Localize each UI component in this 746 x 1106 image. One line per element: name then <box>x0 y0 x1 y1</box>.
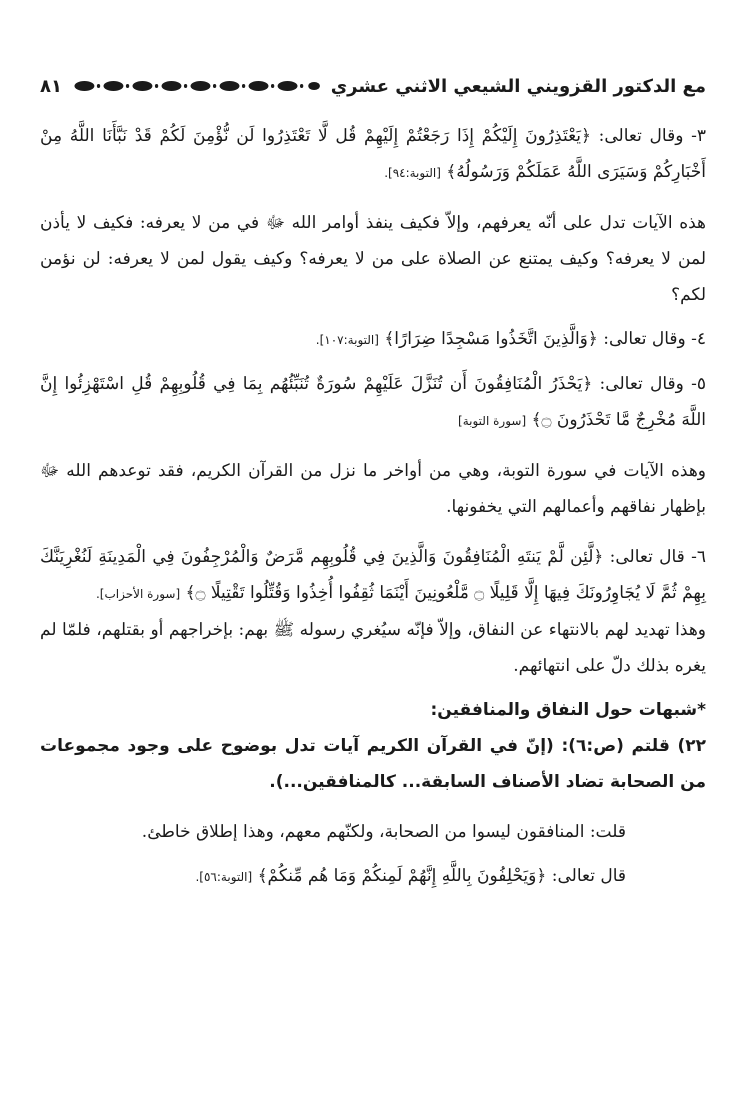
page-body <box>40 118 706 895</box>
item-5-verse: ﴿يَحْذَرُ الْمُنَافِقُونَ أَن تُنَزَّلَ عَلَيْهِمْ سُورَةٌ تُنَبِّئُهُم بِمَا فِي قُلُوبِهِمْ قُلِ اسْتَهْزِئُوا إِنَّ اللَّهَ مُخْرِجٌ مَّا تَحْذَرُونَ ۝﴾ <box>40 374 706 430</box>
final-verse: ﴿وَيَحْلِفُونَ بِاللَّهِ إِنَّهُمْ لَمِنكُمْ وَمَا هُم مِّنكُمْ﴾ <box>257 866 547 886</box>
item-6-verse: ﴿لَّئِن لَّمْ يَنتَهِ الْمُنَافِقُونَ وَالَّذِينَ فِي قُلُوبِهِم مَّرَضٌ وَالْمُرْجِفُونَ فِي الْمَدِينَةِ لَنُغْرِيَنَّكَ بِهِمْ ثُمَّ لَا يُجَاوِرُونَكَ فِيهَا إِلَّا قَلِيلًا ۝ مَّلْعُونِينَ أَيْنَمَا ثُقِفُوا أُخِذُوا وَقُتِّلُوا تَقْتِيلًا ۝﴾ <box>40 547 706 603</box>
running-title: مع الدكتور القزويني الشيعي الاثني عشري <box>330 75 706 97</box>
header-ornament <box>72 76 321 96</box>
final-verse-line <box>40 858 706 895</box>
item-3-verse: ﴿يَعْتَذِرُونَ إِلَيْكُمْ إِذَا رَجَعْتُمْ إِلَيْهِمْ قُل لَّا تَعْتَذِرُوا لَن نُّؤْمِنَ لَكُمْ قَدْ نَبَّأَنَا اللَّهُ مِنْ أَخْبَارِكُمْ وَسَيَرَى اللَّهُ عَمَلَكُمْ وَرَسُولُهُ﴾ <box>40 126 706 182</box>
page-header <box>40 70 706 102</box>
item-4-verse: ﴿وَالَّذِينَ اتَّخَذُوا مَسْجِدًا ضِرَارًا﴾ <box>384 329 598 349</box>
item-5-reference: [سورة التوبة] <box>458 414 527 428</box>
item-4-reference: [التوبة:١٠٧]. <box>315 333 379 347</box>
item-3 <box>40 118 706 191</box>
item-3-intro: ٣- وقال تعالى: <box>590 126 706 146</box>
item-6 <box>40 539 706 612</box>
item-6-intro: ٦- قال تعالى: <box>603 547 706 567</box>
paragraph-1: هذه الآيات تدل على أنّه يعرفهم، وإلاّ فكيف ينفذ أوامر الله ﷻ في من لا يعرفه: فكيف لا يأذن لمن لا يعرفه؟ وكيف يمتنع عن الصلاة على من لا يعرفه؟ وكيف يقول لمن لا يعرفه: لن نؤمن لكم؟ <box>40 213 706 305</box>
item-22-quote: ٢٢) قلتم (ص:٦): (إنّ في القرآن الكريم آيات تدل بوضوح على وجود مجموعات من الصحابة تضاد الأصناف السابقة... كالمنافقين...). <box>40 736 706 792</box>
reply-paragraph: قلت: المنافقون ليسوا من الصحابة، ولكنّهم معهم، وهذا إطلاق خاطئ. <box>141 822 626 842</box>
paragraph-3: وهذا تهديد لهم بالانتهاء عن النفاق، وإلاّ فإنّه سيُغري رسوله ﷺ بهم: بإخراجهم أو بقتلهم، فلمّا لم يغره بذلك دلّ على انتهائهم. <box>40 620 706 676</box>
item-5-intro: ٥- وقال تعالى: <box>592 374 707 394</box>
ornament-chain-icon <box>72 78 321 94</box>
paragraph-2: وهذه الآيات في سورة التوبة، وهي من أواخر ما نزل من القرآن الكريم، فقد توعدهم الله ﷻ بإظهار نفاقهم وأعمالهم التي يخفونها. <box>40 461 706 517</box>
item-4-intro: ٤- وقال تعالى: <box>597 329 706 349</box>
page-number: ٨١ <box>40 75 62 97</box>
item-5 <box>40 366 706 439</box>
item-4 <box>40 321 706 358</box>
item-3-reference: [التوبة:٩٤]. <box>384 166 441 180</box>
final-intro: قال تعالى: <box>546 866 626 886</box>
item-6-reference: [سورة الأحزاب]. <box>95 587 181 601</box>
section-heading: *شبهات حول النفاق والمنافقين: <box>430 700 706 720</box>
final-reference: [التوبة:٥٦]. <box>195 870 253 884</box>
